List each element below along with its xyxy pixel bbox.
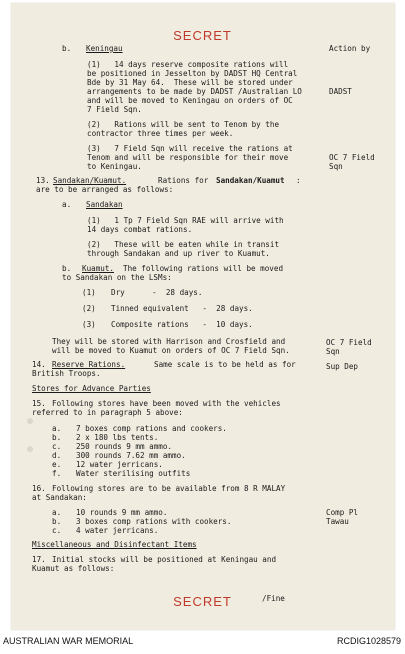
b1-action: DADST: [329, 87, 352, 96]
store-item: 250 rounds 9 mm ammo.: [76, 442, 173, 451]
para14-num: 14.: [32, 360, 46, 369]
store-item: 12 water jerricans.: [76, 460, 163, 469]
ration-num: (1): [82, 288, 96, 297]
para14-action: Sup Dep: [326, 362, 359, 371]
b3-line: Tenom and will be responsible for their move: [87, 153, 289, 162]
store-letter: a.: [52, 424, 62, 433]
para14-text: Same scale is to be held as for: [154, 360, 296, 369]
footer-archive: AUSTRALIAN WAR MEMORIAL: [3, 636, 134, 646]
b2-line: contractor three times per week.: [87, 129, 234, 138]
ration-item: Tinned equivalent - 28 days.: [111, 304, 253, 313]
a1-line: (1) 1 Tp 7 Field Sqn RAE will arrive with: [87, 216, 284, 225]
para13-text-end: :: [296, 176, 301, 185]
para13b-text: The following rations will be moved: [123, 264, 284, 273]
para16-text: at Sandakan:: [32, 493, 87, 502]
b1-line: 7 Field Sqn.: [87, 105, 142, 114]
footer-record-id: RCDIG1028579: [336, 636, 401, 646]
para13b-heading: Kuamut.: [82, 264, 115, 273]
para13a-heading: Sandakan: [86, 200, 123, 209]
b3-action: OC 7 Field: [329, 153, 375, 162]
para13-text: are to be arranged as follows:: [36, 185, 174, 194]
b1-line: Bde by 31 May 64. These will be stored under: [87, 78, 293, 87]
para13a-num: a.: [62, 200, 72, 209]
para13-action: OC 7 Field: [326, 338, 372, 347]
para17-text: Kuamut as follows:: [32, 564, 115, 573]
para17-num: 17.: [32, 555, 46, 564]
section-b-heading: Keningau: [86, 44, 123, 53]
b1-line: (1) 14 days reserve composite rations will: [87, 60, 289, 69]
store-letter: d.: [52, 451, 62, 460]
store-letter: b.: [52, 517, 62, 526]
para16-num: 16.: [32, 484, 46, 493]
para16-action: Comp Pl: [326, 508, 359, 517]
para13-heading: Sandakan/Kuamut.: [53, 176, 127, 185]
store-item: 2 x 180 lbs tents.: [76, 433, 159, 442]
classification-top: SECRET: [173, 28, 232, 43]
punch-hole: [27, 418, 33, 424]
a1-line: 14 days combat rations.: [87, 225, 193, 234]
store-item: 10 rounds 9 mm ammo.: [76, 508, 168, 517]
store-letter: c.: [52, 526, 62, 535]
action-by-header: Action by: [329, 44, 371, 53]
store-letter: f.: [52, 469, 62, 478]
para13-num: 13.: [36, 176, 50, 185]
ration-item: Dry - 28 days.: [111, 288, 203, 297]
para13-action: Sqn: [326, 347, 340, 356]
store-item: 300 rounds 7.62 mm ammo.: [76, 451, 186, 460]
store-letter: e.: [52, 460, 62, 469]
para14-heading: Reserve Rations.: [52, 360, 126, 369]
para15-text: Following stores have been moved with the vehicles: [52, 399, 281, 408]
ration-item: Composite rations - 10 days.: [111, 320, 253, 329]
para13b-text: to Sandakan on the LSMs:: [62, 273, 172, 282]
a2-line: through Sandakan and up river to Kuamut.: [87, 249, 270, 258]
classification-bottom: SECRET: [173, 594, 232, 609]
store-item: 4 water jerricans.: [76, 526, 159, 535]
para14-text: British Troops.: [32, 369, 101, 378]
punch-hole: [27, 446, 33, 452]
b3-line: (3) 7 Field Sqn will receive the rations at: [87, 144, 293, 153]
para13-text-bold: Sandakan/Kuamut: [216, 176, 285, 185]
b1-line: arrangements to be made by DADST /Australian LO: [87, 87, 302, 96]
b1-line: and will be moved to Keningau on orders of OC: [87, 96, 293, 105]
stores-heading: Stores for Advance Parties: [32, 384, 151, 393]
para13b-num: b.: [62, 264, 72, 273]
para13-text: Rations for: [158, 176, 209, 185]
b1-line: be positioned in Jesselton by DADST HQ Central: [87, 69, 298, 78]
para15-num: 15.: [32, 399, 46, 408]
page-continue: /Fine: [262, 594, 285, 603]
para15-text: referred to in paragraph 5 above:: [32, 408, 183, 417]
section-b-num: b.: [62, 44, 72, 53]
para16-action: Tawau: [326, 517, 349, 526]
b3-line: to Keningau.: [87, 162, 142, 171]
store-letter: b.: [52, 433, 62, 442]
para13-closing: They will be stored with Harrison and Crosfield and: [52, 337, 286, 346]
para13-closing: will be moved to Kuamut on orders of OC 7 Field Sqn.: [52, 346, 290, 355]
ration-num: (2): [82, 304, 96, 313]
a2-line: (2) These will be eaten while in transit: [87, 240, 280, 249]
para16-text: Following stores are to be available from 8 R MALAY: [52, 484, 286, 493]
store-item: Water sterilising outfits: [76, 469, 191, 478]
b2-line: (2) Rations will be sent to Tenom by the: [87, 120, 280, 129]
store-item: 3 boxes comp rations with cookers.: [76, 517, 232, 526]
b3-action: Sqn: [329, 162, 343, 171]
ration-num: (3): [82, 320, 96, 329]
para17-text: Initial stocks will be positioned at Keningau and: [52, 555, 277, 564]
store-letter: c.: [52, 442, 62, 451]
store-letter: a.: [52, 508, 62, 517]
misc-heading: Miscellaneous and Disinfectant Items: [32, 540, 197, 549]
store-item: 7 boxes comp rations and cookers.: [76, 424, 227, 433]
